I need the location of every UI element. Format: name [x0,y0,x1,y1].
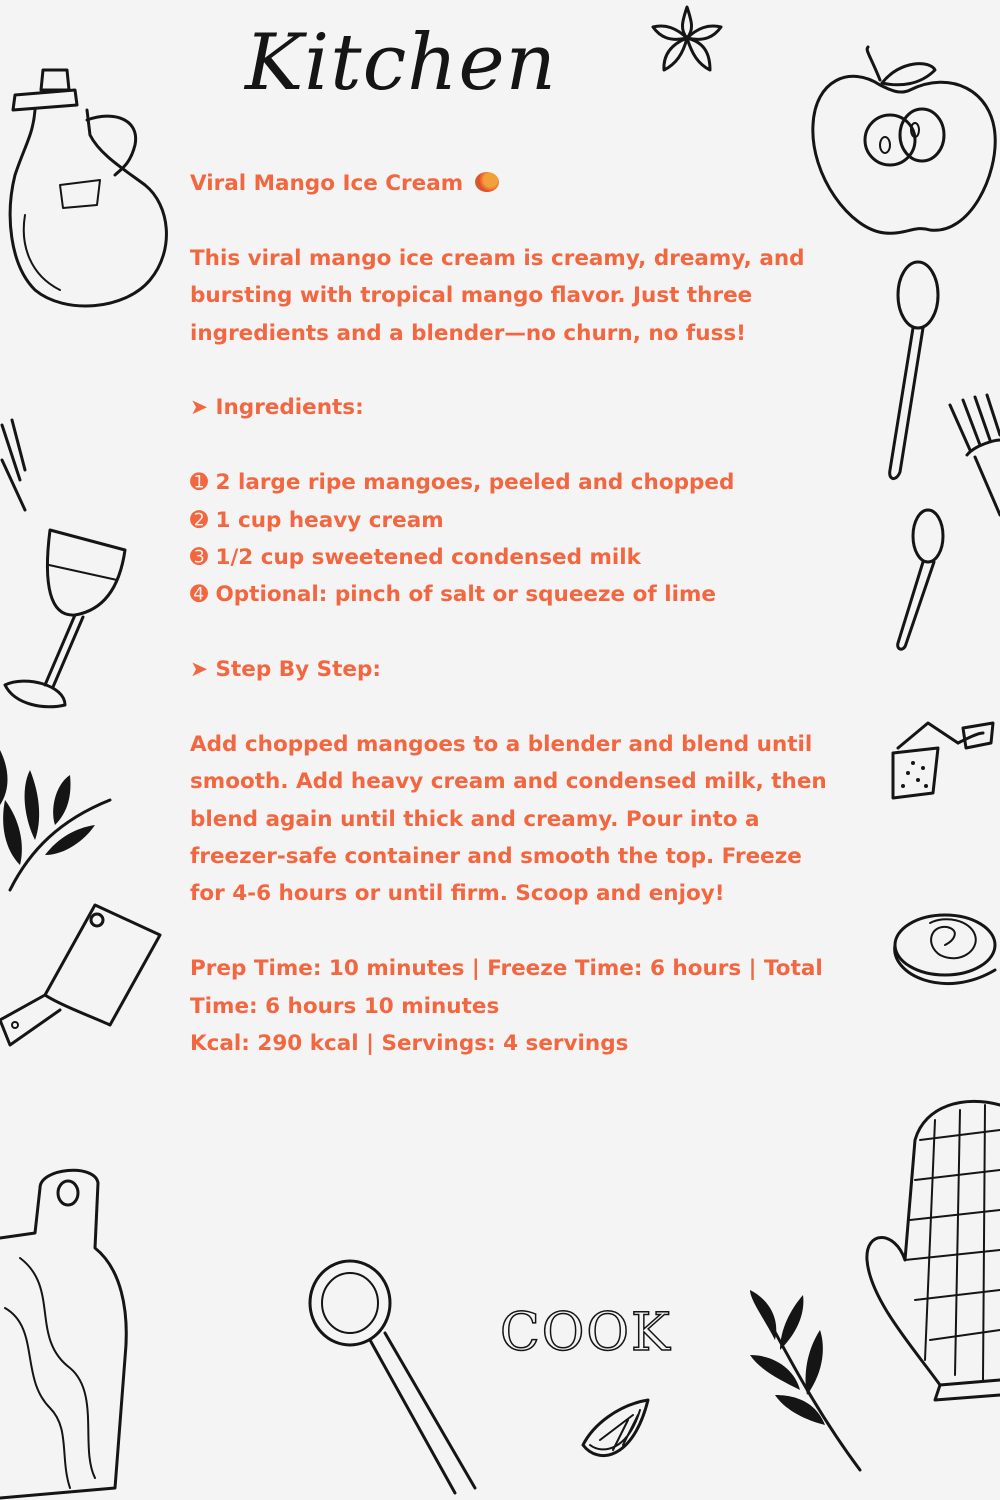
recipe-title-line [190,165,840,202]
intro-line: ingredients and a blender—no churn, no fuss! [190,320,746,346]
step-line: smooth. Add heavy cream and condensed milk, then [190,769,827,795]
leaf-branch-icon [0,740,115,895]
meta-line: Prep Time: 10 minutes | Freeze Time: 6 hours | Total [190,956,823,982]
ingredient-item: ➋ 1 cup heavy cream [190,507,444,533]
step-line: freezer-safe container and smooth the top. Freeze [190,844,802,870]
mango-icon [475,172,499,192]
meta-line: Kcal: 290 kcal | Servings: 4 servings [190,1030,629,1056]
cutting-board-icon [0,1158,130,1498]
wooden-spoon-icon [305,1258,480,1498]
ingredients-heading: ➤ Ingredients: [190,395,364,421]
apple-icon [810,45,1000,240]
oil-bottle-icon [5,65,175,315]
fork-icon [945,395,1000,525]
ingredient-item: ➍ Optional: pinch of salt or squeeze of lime [190,582,716,608]
step-line: for 4-6 hours or until firm. Scoop and enjoy! [190,881,725,907]
cook-word: COOK [500,1303,672,1363]
ingredient-item: ➌ 1/2 cup sweetened condensed milk [190,544,641,570]
cinnamon-roll-icon [885,905,1000,1005]
steps-heading: ➤ Step By Step: [190,657,381,683]
leaf-branch-icon [745,1290,865,1475]
page-title: Kitchen [245,18,557,108]
recipe-body [190,165,840,1062]
recipe-title: Viral Mango Ice Cream [190,171,464,196]
spoon-icon [890,508,950,653]
ingredient-item: ➊ 2 large ripe mangoes, peeled and chopped [190,470,735,496]
step-line: blend again until thick and creamy. Pour into a [190,806,760,832]
cleaver-icon [0,900,165,1050]
fork-icon [0,420,30,515]
meta-line: Time: 6 hours 10 minutes [190,993,500,1019]
lemon-slice-icon [578,1395,653,1470]
wine-glass-icon [5,525,130,715]
tea-bag-icon [888,718,998,803]
spoon-icon [878,260,943,485]
intro-line: This viral mango ice cream is creamy, dreamy, and [190,245,805,271]
intro-line: bursting with tropical mango flavor. Just three [190,283,753,309]
oven-mitt-icon [865,1100,1000,1400]
star-anise-icon [648,2,726,77]
step-line: Add chopped mangoes to a blender and blend until [190,731,813,757]
